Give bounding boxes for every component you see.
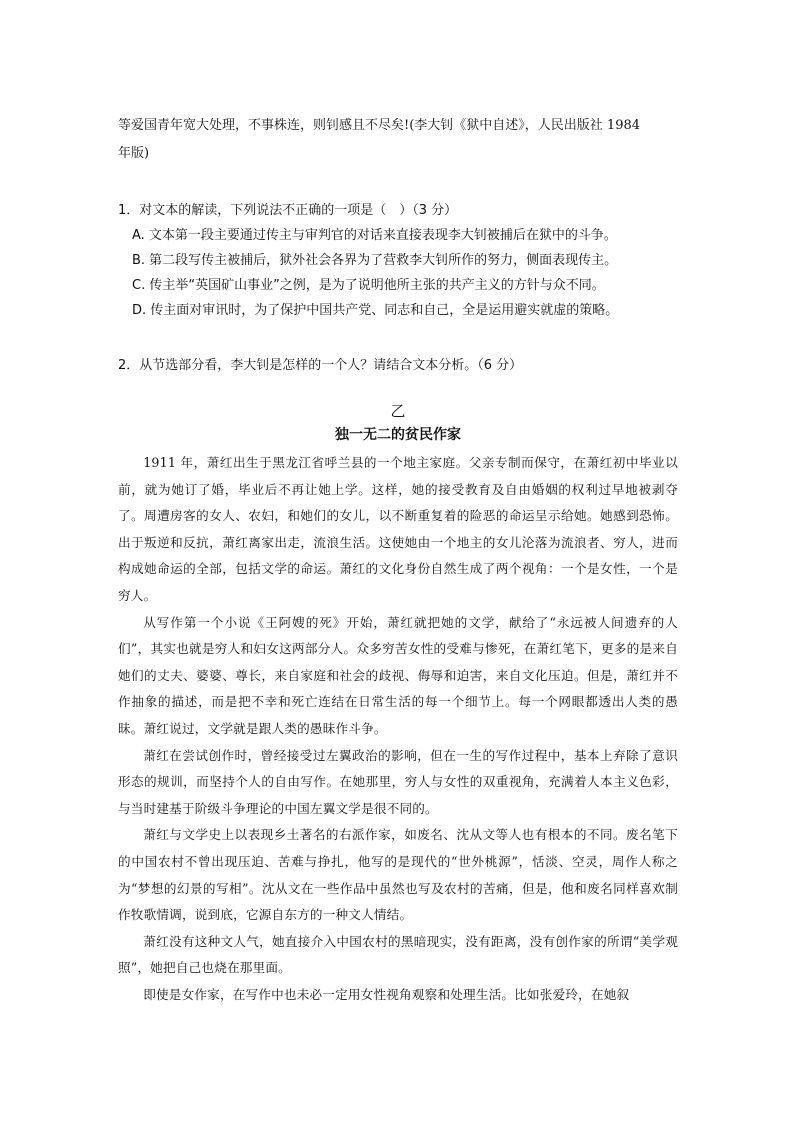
article: [118, 400, 678, 1008]
spacer: [118, 323, 678, 353]
article-paragraph-5: 萧红没有这种文人气，她直接介入中国农村的黑暗现实，没有距离，没有创作家的所谓“美学观照”，她把自己也烧在那里面。: [118, 933, 678, 976]
article-paragraph-1: 1911 年，萧红出生于黑龙江省呼兰县的一个地主家庭。父亲专制而保守，在萧红初中毕业以前，就为她订了婚，毕业后不再让她上学。这样，她的接受教育及自由婚姻的权利过早地被剥夺了。周遭房客的女人、农妇，和她们的女儿，以不断重复着的险恶的命运呈示给她。她感到恐怖。出于叛逆和反抗，萧红离家出走，流浪生活。这使她由一个地主的女儿沦落为流浪者、穷人，进而构成她命运的全部，包括文学的命运。萧红的文化身份自然生成了两个视角：一个是女性，一个是穷人。: [118, 455, 678, 603]
section-mark: 乙: [390, 402, 406, 420]
spacer: [118, 168, 678, 198]
article-title: 独一无二的贫民作家: [335, 427, 461, 443]
question-1: [118, 198, 678, 323]
document-page: [118, 112, 678, 1008]
passage-tail-line-1: 等爱国青年宽大处理，不事株连，则钊感且不尽矣!(李大钊《狱中自述》，人民出版社 1984: [118, 118, 641, 133]
question-1-option-b: B. 第二段写传主被捕后，狱外社会各界为了营救李大钊所作的努力，侧面表现传主。: [132, 253, 618, 268]
passage-tail-line-2: 年版): [118, 146, 150, 161]
question-1-stem: 1．对文本的解读，下列说法不正确的一项是（ ）（3 分）: [118, 203, 458, 218]
question-1-option-a: A. 文本第一段主要通过传主与审判官的对话来直接表现李大钊被捕后在狱中的斗争。: [132, 228, 617, 243]
question-1-option-c: C. 传主举“英国矿山事业”之例，是为了说明他所主张的共产主义的方针与众不同。: [132, 278, 605, 293]
spacer: [118, 378, 678, 400]
question-2-stem: 2．从节选部分看，李大钊是怎样的一个人？请结合文本分析。（6 分）: [118, 358, 523, 373]
article-paragraph-2: 从写作第一个小说《王阿嫂的死》开始，萧红就把她的文学，献给了“永远被人间遗弃的人们”，其实也就是穷人和妇女这两部分人。众多穷苦女性的受难与惨死，在萧红笔下，更多的是来自她们的丈夫、婆婆、尊长，来自家庭和社会的歧视、侮辱和迫害，来自文化压迫。但是，萧红并不作抽象的描述，而是把不幸和死亡连结在日常生活的每一个细节上。每一个网眼都透出人类的愚昧。萧红说过，文学就是跟人类的愚昧作斗争。: [118, 614, 678, 736]
question-1-option-d: D. 传主面对审讯时，为了保护中国共产党、同志和自己，全是运用避实就虚的策略。: [132, 303, 619, 318]
article-paragraph-3: 萧红在尝试创作时，曾经接受过左翼政治的影响，但在一生的写作过程中，基本上弃除了意识形态的规训，而坚持个人的自由写作。在她那里，穷人与女性的双重视角，充满着人本主义色彩，与当时建基于阶级斗争理论的中国左翼文学是很不同的。: [118, 747, 678, 816]
article-paragraph-4: 萧红与文学史上以表现乡土著名的右派作家，如废名、沈从文等人也有根本的不同。废名笔下的中国农村不曾出现压迫、苦难与挣扎，他写的是现代的“世外桃源”，恬淡、空灵，周作人称之为“梦想的幻景的写相”。沈从文在一些作品中虽然也写及农村的苦痛，但是，他和废名同样喜欢制作牧歌情调，说到底，它源自东方的一种文人情结。: [118, 827, 678, 923]
article-paragraph-6: 即使是女作家，在写作中也未必一定用女性视角观察和处理生活。比如张爱玲，在她叙: [143, 986, 630, 1002]
